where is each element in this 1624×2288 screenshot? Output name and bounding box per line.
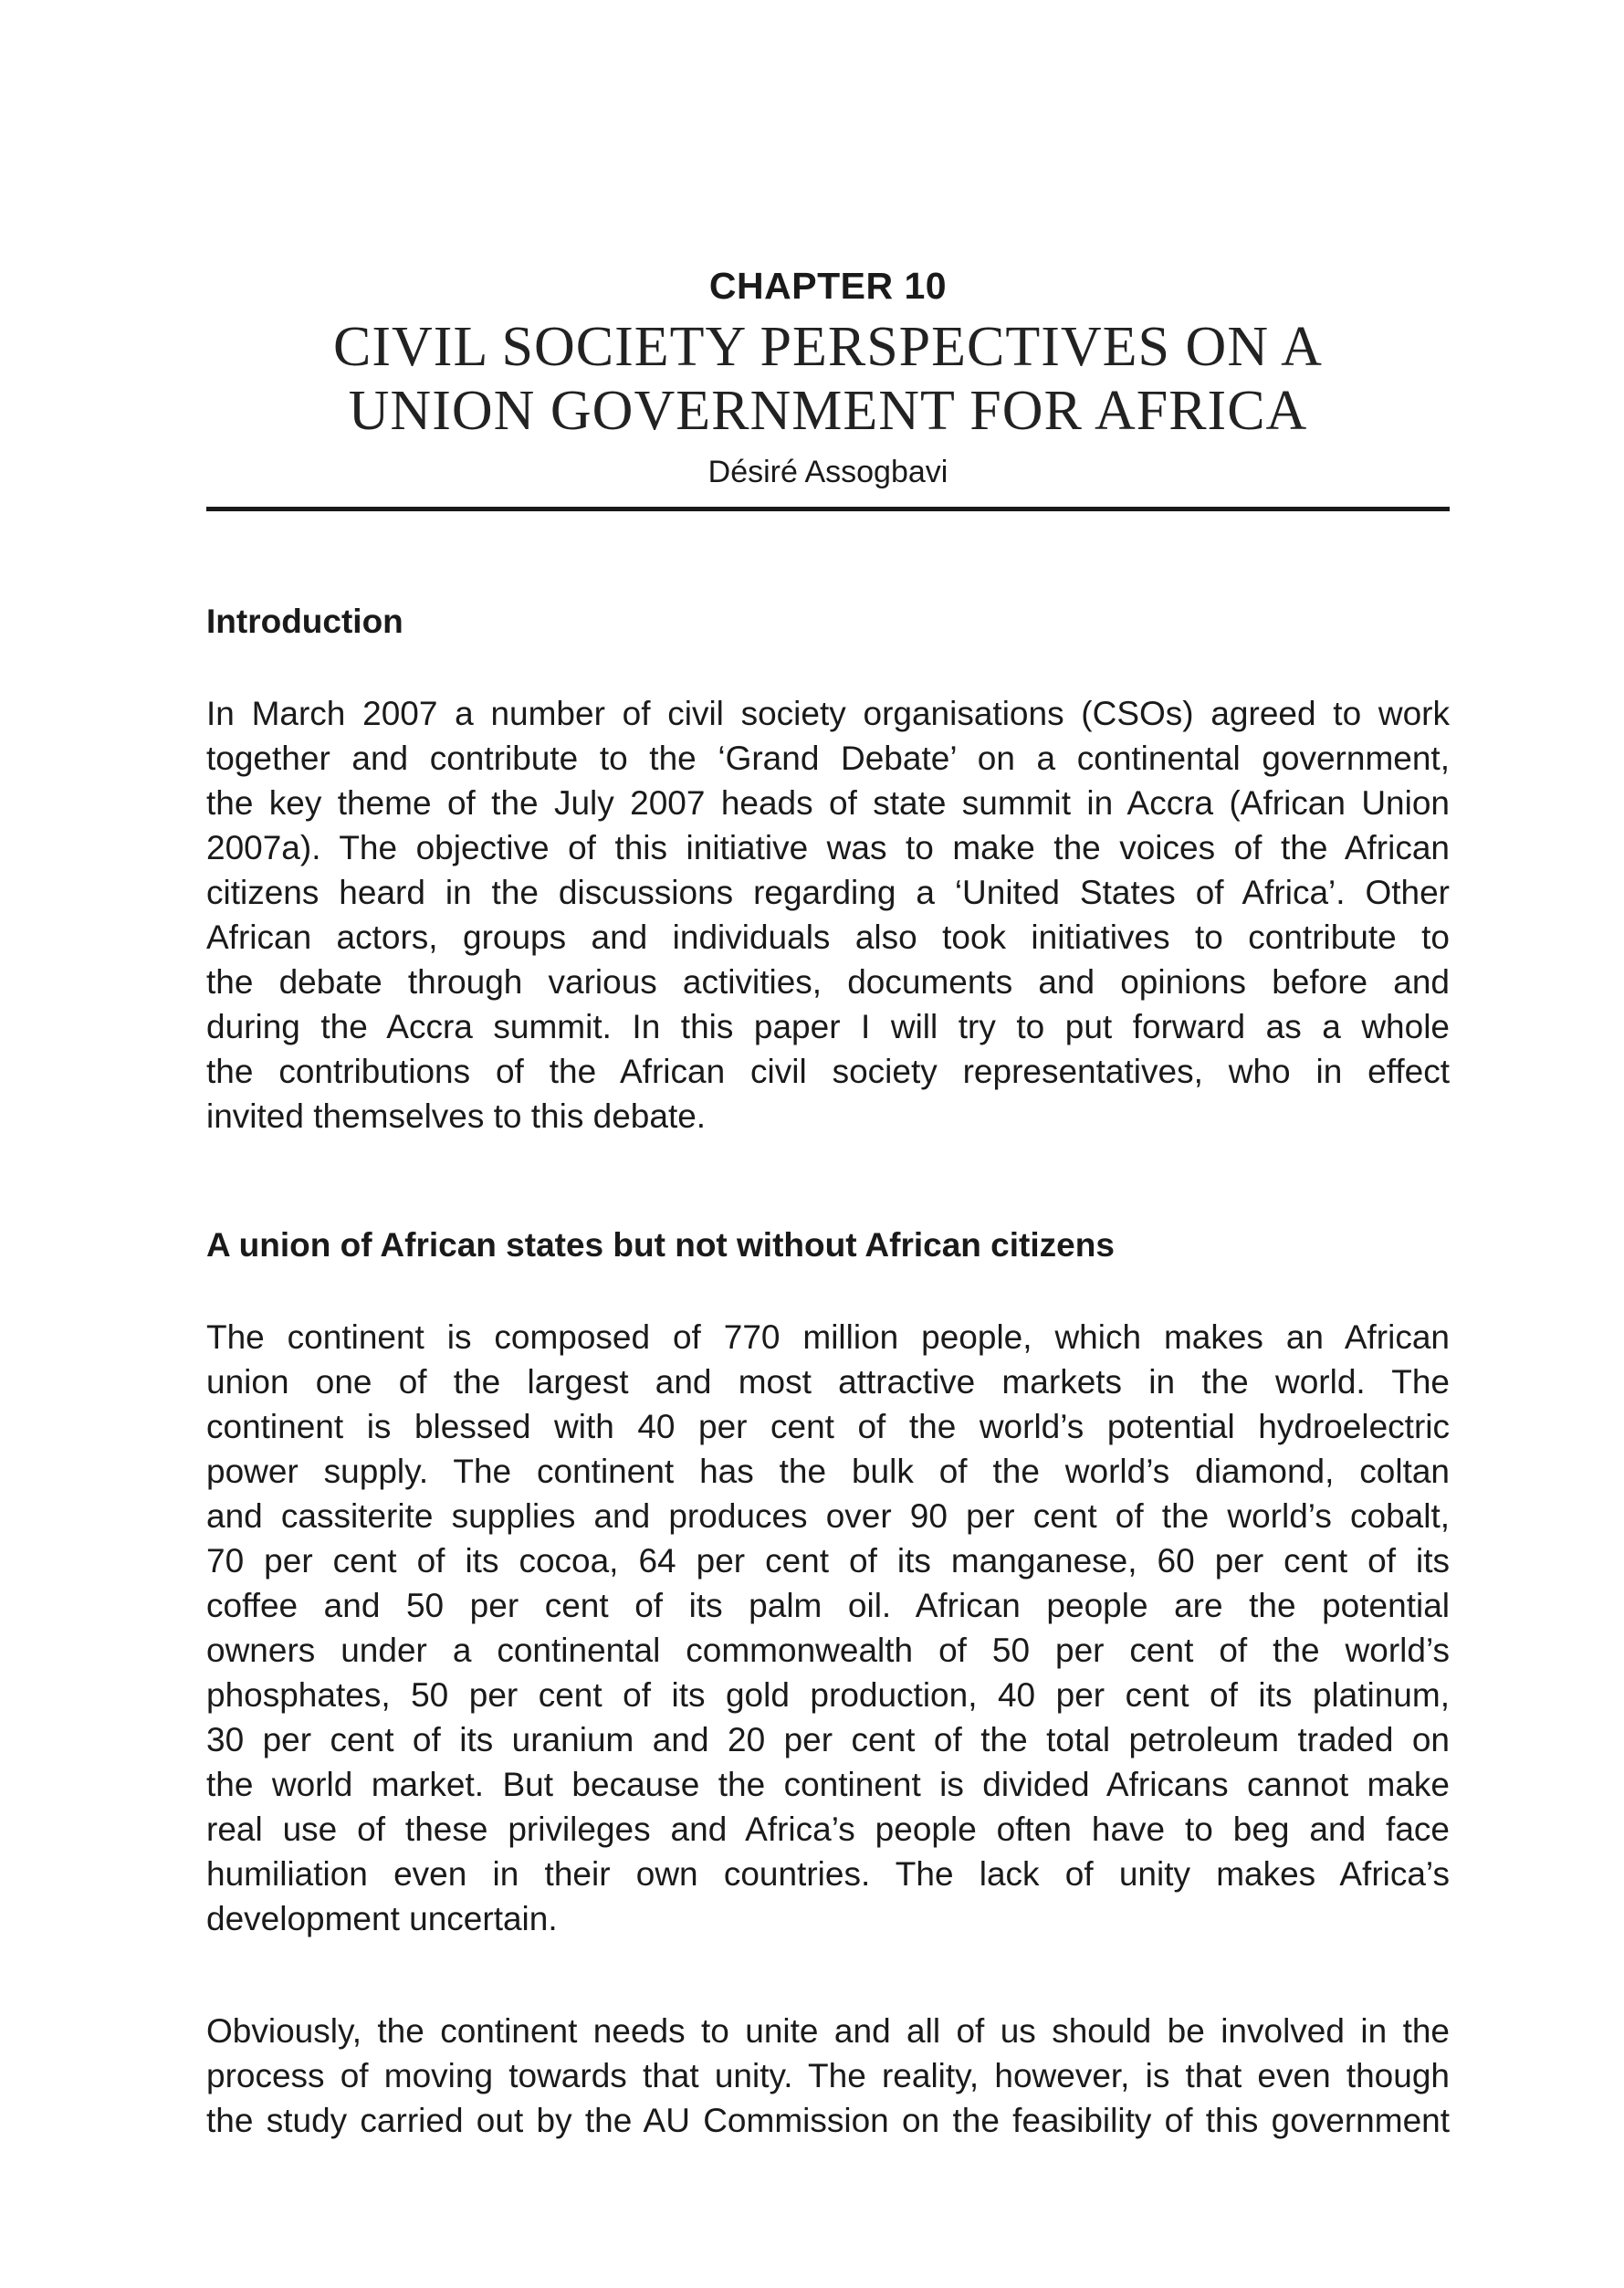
text-line: In March 2007 a number of civil society organisations (CSOs) agreed to work bbox=[206, 695, 1450, 732]
text-line: process of moving towards that unity. The reality, however, is that even though bbox=[206, 2057, 1450, 2094]
text-line: 2007a). The objective of this initiative was to make the voices of the African bbox=[206, 829, 1450, 866]
text-line: and cassiterite supplies and produces over 90 per cent of the world’s cobalt, bbox=[206, 1497, 1450, 1535]
section-heading-introduction: Introduction bbox=[206, 603, 403, 640]
text-line: the contributions of the African civil society representatives, who in effect bbox=[206, 1053, 1450, 1090]
text-line: the world market. But because the continent is divided Africans cannot make bbox=[206, 1766, 1450, 1803]
paragraph-union-1 bbox=[206, 1315, 1450, 1941]
text-line: invited themselves to this debate. bbox=[206, 1097, 707, 1135]
text-line: power supply. The continent has the bulk of the world’s diamond, coltan bbox=[206, 1453, 1450, 1490]
text-line: 70 per cent of its cocoa, 64 per cent of its manganese, 60 per cent of its bbox=[206, 1542, 1450, 1580]
text-line: phosphates, 50 per cent of its gold production, 40 per cent of its platinum, bbox=[206, 1676, 1450, 1714]
title-divider bbox=[206, 507, 1450, 511]
text-line: African actors, groups and individuals also took initiatives to contribute to bbox=[206, 918, 1450, 956]
text-line: coffee and 50 per cent of its palm oil. African people are the potential bbox=[206, 1587, 1450, 1624]
author-name: Désiré Assogbavi bbox=[707, 455, 948, 489]
text-line: the study carried out by the AU Commission on the feasibility of this government bbox=[206, 2102, 1450, 2139]
text-line: the debate through various activities, documents and opinions before and bbox=[206, 963, 1450, 1001]
text-line: owners under a continental commonwealth of 50 per cent of the world’s bbox=[206, 1632, 1450, 1669]
text-line: humiliation even in their own countries. The lack of unity makes Africa’s bbox=[206, 1855, 1450, 1893]
text-line: union one of the largest and most attractive markets in the world. The bbox=[206, 1363, 1450, 1401]
paragraph-union-2 bbox=[206, 2009, 1450, 2143]
text-line: continent is blessed with 40 per cent of the world’s potential hydroelectric bbox=[206, 1408, 1450, 1445]
section-heading-union: A union of African states but not without African citizens bbox=[206, 1226, 1115, 1264]
text-line: 30 per cent of its uranium and 20 per cent of the total petroleum traded on bbox=[206, 1721, 1450, 1758]
text-line: citizens heard in the discussions regarding a ‘United States of Africa’. Other bbox=[206, 874, 1450, 911]
text-line: real use of these privileges and Africa’s people often have to beg and face bbox=[206, 1810, 1450, 1848]
chapter-title-line: UNION GOVERNMENT FOR AFRICA bbox=[348, 380, 1308, 442]
text-line: the key theme of the July 2007 heads of state summit in Accra (African Union bbox=[206, 784, 1450, 822]
chapter-label: CHAPTER 10 bbox=[708, 265, 948, 307]
text-line: Obviously, the continent needs to unite and all of us should be involved in the bbox=[206, 2012, 1450, 2050]
text-line: during the Accra summit. In this paper I will try to put forward as a whole bbox=[206, 1008, 1450, 1045]
paragraph-introduction bbox=[206, 691, 1450, 1139]
text-line: together and contribute to the ‘Grand Debate’ on a continental government, bbox=[206, 740, 1450, 777]
text-line: development uncertain. bbox=[206, 1900, 558, 1937]
chapter-title-line: CIVIL SOCIETY PERSPECTIVES ON A bbox=[333, 316, 1323, 378]
chapter-title bbox=[206, 315, 1450, 443]
text-line: The continent is composed of 770 million people, which makes an African bbox=[206, 1318, 1450, 1356]
